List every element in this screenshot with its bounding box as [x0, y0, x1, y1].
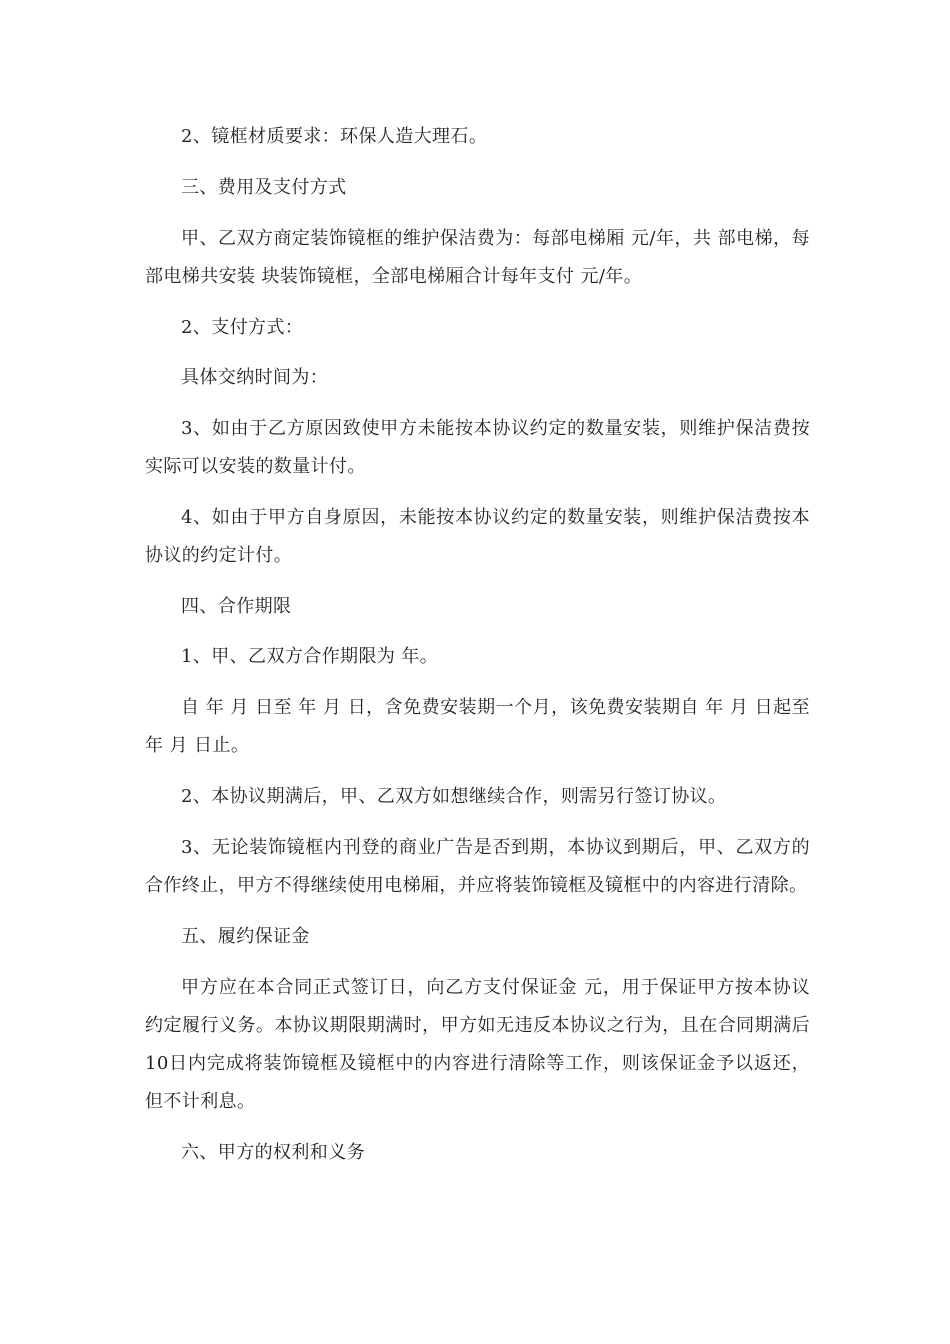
- paragraph-term-dates: 自 年 月 日至 年 月 日，含免费安装期一个月，该免费安装期自 年 月 日起至 年 月 日止。: [145, 697, 810, 756]
- heading-fees-and-payment: 三、费用及支付方式: [181, 177, 347, 198]
- document-body: [145, 118, 810, 1172]
- paragraph-payment-method: 2、支付方式：: [181, 317, 304, 338]
- heading-performance-deposit: 五、履约保证金: [181, 926, 310, 947]
- paragraph-termination: 3、无论装饰镜框内刊登的商业广告是否到期，本协议到期后，甲、乙双方的合作终止，甲方不得继续使用电梯厢，并应将装饰镜框及镜框中的内容进行清除。: [145, 837, 810, 896]
- heading-party-a-rights: 六、甲方的权利和义务: [181, 1142, 365, 1163]
- heading-cooperation-term: 四、合作期限: [181, 596, 292, 617]
- paragraph-party-a-shortfall: 4、如由于甲方自身原因，未能按本协议约定的数量安装，则维护保洁费按本协议的约定计付。: [145, 507, 810, 566]
- paragraph-payment-time: 具体交纳时间为：: [181, 367, 329, 388]
- paragraph-term-years: 1、甲、乙双方合作期限为 年。: [181, 646, 439, 667]
- paragraph-frame-material: 2、镜框材质要求：环保人造大理石。: [181, 126, 488, 147]
- paragraph-party-b-shortfall: 3、如由于乙方原因致使甲方未能按本协议约定的数量安装，则维护保洁费按实际可以安装的数量计付。: [145, 418, 810, 477]
- paragraph-maintenance-fee: 甲、乙双方商定装饰镜框的维护保洁费为：每部电梯厢 元/年，共 部电梯，每部电梯共安装 块装饰镜框，全部电梯厢合计每年支付 元/年。: [145, 228, 810, 287]
- paragraph-renewal: 2、本协议期满后，甲、乙双方如想继续合作，则需另行签订协议。: [181, 786, 727, 807]
- paragraph-deposit-terms: 甲方应在本合同正式签订日，向乙方支付保证金 元，用于保证甲方按本协议约定履行义务。本协议期限期满时，甲方如无违反本协议之行为，且在合同期满后10日内完成将装饰镜框及镜框中的内容进行清除等工作，则该保证金予以返还，但不计利息。: [145, 977, 810, 1112]
